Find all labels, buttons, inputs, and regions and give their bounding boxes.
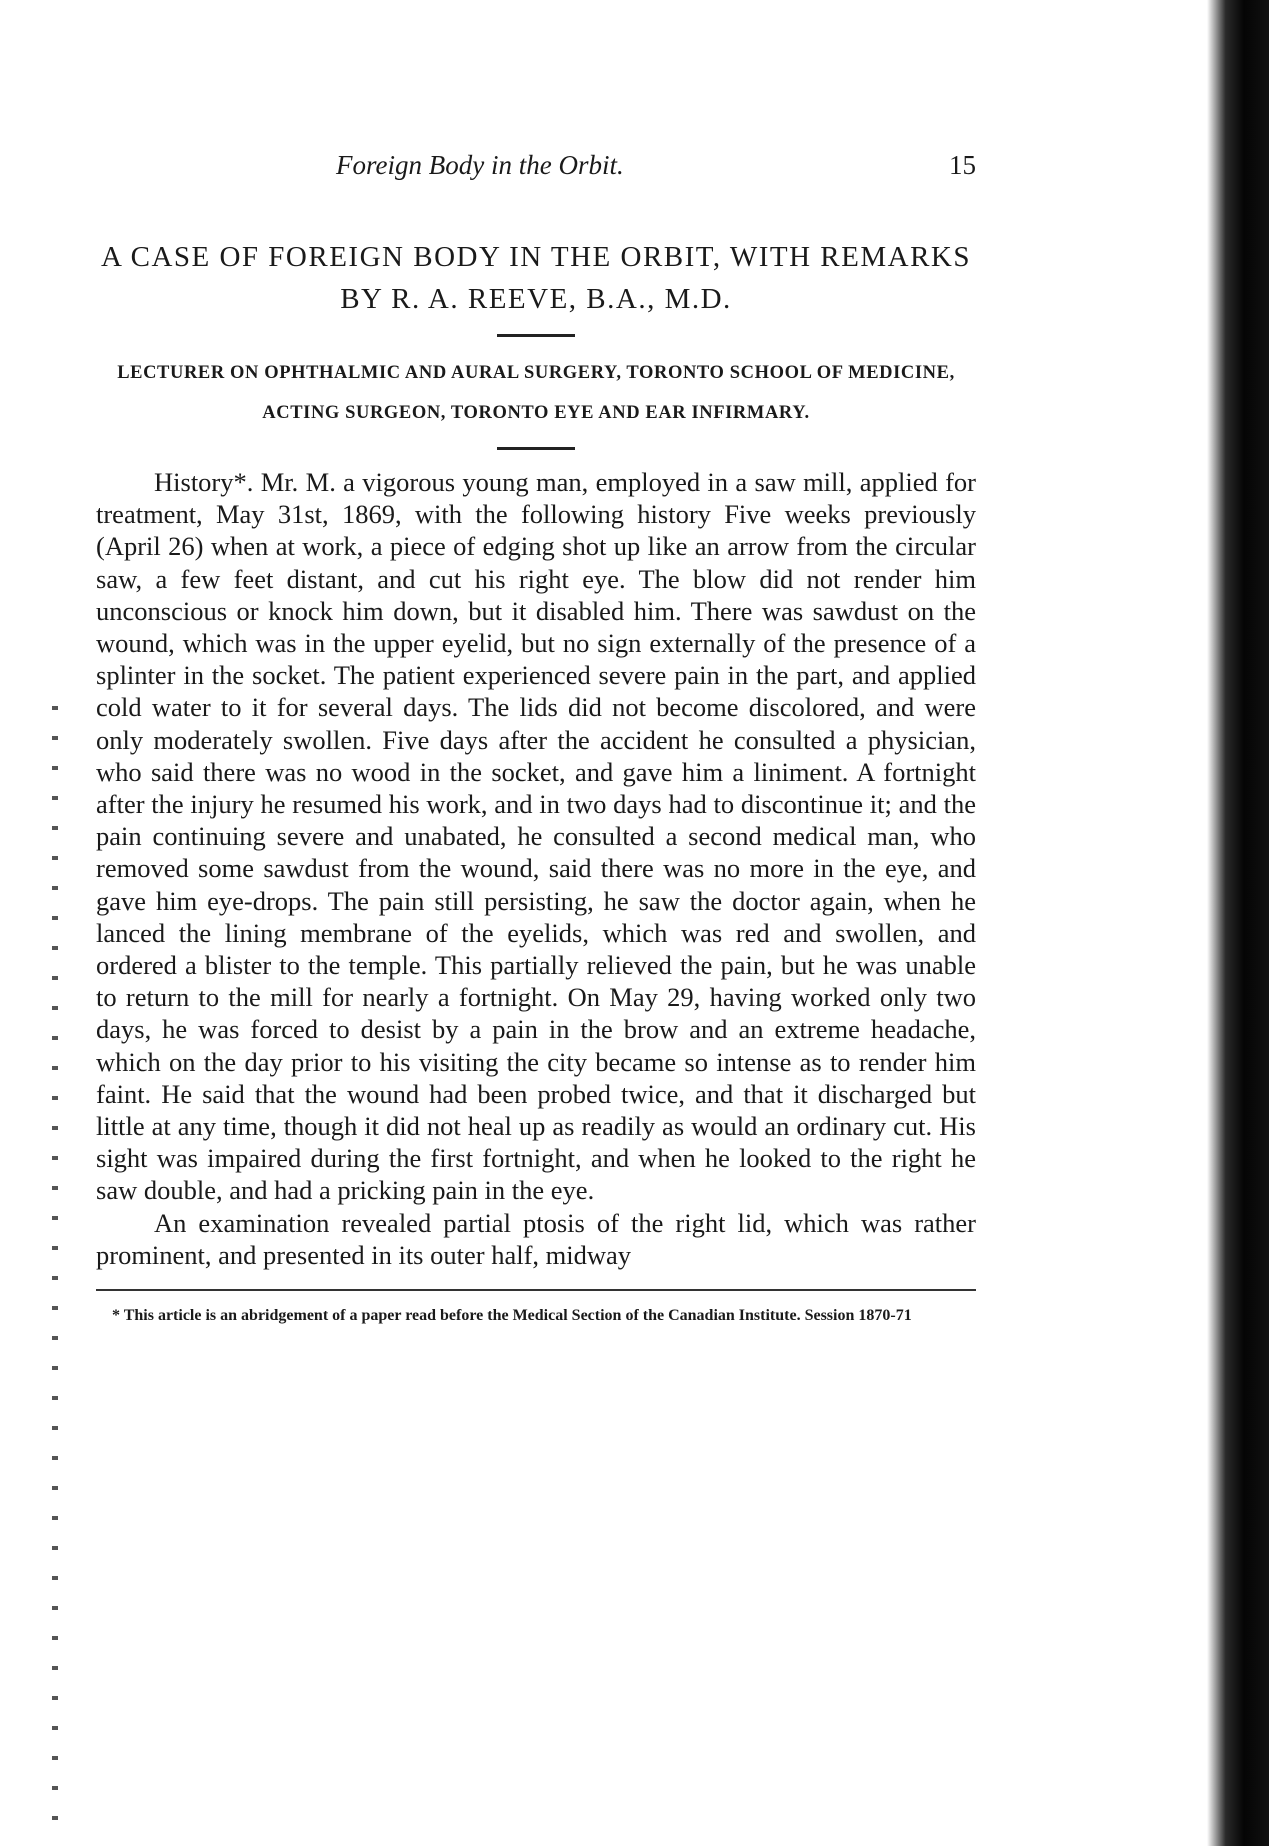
body-paragraph-examination: An examination revealed partial ptosis of the right lid, which was rather prominent, and presented in its outer half, midway [96, 1207, 976, 1270]
scan-binding-edge [1207, 0, 1269, 1846]
footnote-divider [96, 1289, 976, 1291]
byline-divider [497, 447, 575, 450]
title-divider [497, 334, 575, 337]
running-head [96, 150, 976, 190]
author-byline: LECTURER ON OPHTHALMIC AND AURAL SURGERY, TORONTO SCHOOL OF MEDICINE, ACTING SURGEON, TORONTO EYE AND EAR INFIRMARY. [117, 363, 955, 423]
page-number: 15 [949, 150, 976, 180]
article-title: A CASE OF FOREIGN BODY IN THE ORBIT, WITH REMARKS BY R. A. REEVE, B.A., M.D. [101, 241, 971, 315]
scan-gutter-marks [52, 680, 58, 1840]
book-page [96, 150, 976, 1325]
running-title: Foreign Body in the Orbit. [336, 150, 624, 180]
article-body [96, 466, 976, 1271]
footnote [96, 1307, 976, 1325]
body-paragraph-history: History*. Mr. M. a vigorous young man, employed in a saw mill, applied for treatment, May 31st, 1869, with the following history Five weeks previously (April 26) when at work, a piece of edging shot up like an arrow from the circular saw, a few feet distant, and cut his right eye. The blow did not render him unconscious or knock him down, but it disabled him. There was sawdust on the wound, which was in the upper eyelid, but no sign externally of the presence of a splinter in the socket. The patient experienced severe pain in the part, and applied cold water to it for several days. The lids did not become discolored, and were only moderately swollen. Five days after the accident he consulted a physician, who said there was no wood in the socket, and gave him a liniment. A fortnight after the injury he resumed his work, and in two days had to discontinue it; and the pain continuing severe and unabated, he consulted a second medical man, who removed some sawdust from the wound, said there was no more in the eye, and gave him eye-drops. The pain still persisting, he saw the doctor again, when he lanced the lining membrane of the eyelids, which was red and swollen, and ordered a blister to the temple. This partially relieved the pain, but he was unable to return to the mill for nearly a fortnight. On May 29, having worked only two days, he was forced to desist by a pain in the brow and an extreme headache, which on the day prior to his visiting the city became so intense as to render him faint. He said that the wound had been probed twice, and that it discharged but little at any time, though it did not heal up as readily as would an ordinary cut. His sight was impaired during the first fortnight, and when he looked to the right he saw double, and had a pricking pain in the eye. [96, 467, 976, 1206]
footnote-text: * This article is an abridgement of a paper read before the Medical Section of the Canadian Institute. Session 1870-71 [112, 1307, 912, 1325]
